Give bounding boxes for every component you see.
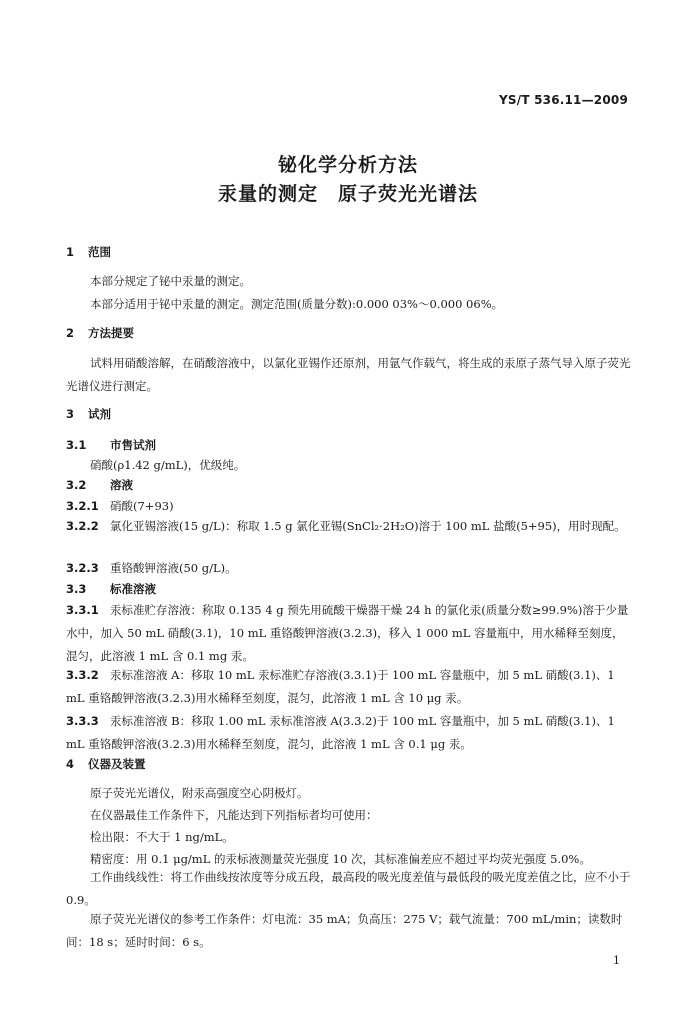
section-1-paragraph-1: 本部分规定了铋中汞量的测定。 — [90, 274, 251, 288]
section-4-heading — [66, 756, 146, 772]
clause-text: 汞标准溶液 B：移取 1.00 mL 汞标准溶液 A(3.3.2)于 100 mL 容量瓶中，加 5 mL 硝酸(3.1)、1 mL 重铬酸钾溶液(3.2.3)用水稀释至刻度，混匀，此溶液 1 mL 含 0.1 μg 汞。 — [66, 714, 615, 751]
clause-number: 3.2.1 — [66, 499, 99, 513]
subsection-3-1-heading — [66, 437, 156, 453]
clause-3-2-3 — [66, 560, 237, 576]
subsection-number: 3.2 — [66, 478, 87, 492]
subsection-title: 标准溶液 — [110, 582, 156, 596]
clause-3-2-2 — [66, 515, 632, 538]
clause-number: 3.3.3 — [66, 714, 99, 728]
section-3-heading — [66, 406, 111, 422]
subsection-number: 3.3 — [66, 582, 87, 596]
section-4-paragraph-2: 在仪器最佳工作条件下，凡能达到下列指标者均可使用： — [90, 808, 378, 822]
clause-number: 3.2.3 — [66, 561, 99, 575]
section-title: 试剂 — [88, 407, 111, 421]
section-4-paragraph-3: 检出限：不大于 1 ng/mL。 — [90, 830, 234, 844]
clause-text: 汞标准贮存溶液：称取 0.135 4 g 预先用硫酸干燥器干燥 24 h 的氯化汞(质量分数≥99.9%)溶于少量水中，加入 50 mL 硝酸(3.1)，10 mL 重铬酸钾溶液(3.2.3)，移入 1 000 mL 容量瓶中，用水稀释至刻度，混匀，此溶液 1 mL 含 0.1 mg 汞。 — [66, 603, 629, 663]
page-number: 1 — [613, 954, 620, 967]
subsection-3-2-heading — [66, 477, 133, 493]
subsection-3-1-text: 硝酸(ρ1.42 g/mL)，优级纯。 — [90, 458, 246, 472]
clause-number: 3.2.2 — [66, 519, 99, 533]
title-line-1: 铋化学分析方法 — [277, 154, 418, 176]
clause-number: 3.3.2 — [66, 668, 99, 682]
section-4-paragraph-6: 原子荧光光谱仪的参考工作条件：灯电流：35 mA；负高压：275 V；载气流量：700 mL/min；读数时间：18 s；延时时间：6 s。 — [66, 912, 623, 949]
section-2-paragraph-1: 试料用硝酸溶解，在硝酸溶液中，以氯化亚锡作还原剂，用氩气作载气，将生成的汞原子蒸气导入原子荧光光谱仪进行测定。 — [66, 356, 631, 393]
clause-3-3-3 — [66, 710, 632, 756]
section-4-paragraph-4: 精密度：用 0.1 μg/mL 的汞标液测量荧光强度 10 次，其标准偏差应不超过平均荧光强度 5.0%。 — [90, 852, 591, 866]
section-number: 4 — [66, 757, 75, 771]
section-1-heading — [66, 244, 111, 260]
section-title: 仪器及装置 — [88, 757, 146, 771]
section-1-paragraph-2: 本部分适用于铋中汞量的测定。测定范围(质量分数):0.000 03%～0.000 06%。 — [90, 297, 504, 311]
clause-text: 汞标准溶液 A：移取 10 mL 汞标准贮存溶液(3.3.1)于 100 mL 容量瓶中，加 5 mL 硝酸(3.1)、1 mL 重铬酸钾溶液(3.2.3)用水稀释至刻度，混匀，此溶液 1 mL 含 10 μg 汞。 — [66, 668, 615, 705]
section-number: 1 — [66, 245, 75, 259]
subsection-title: 溶液 — [110, 478, 133, 492]
section-number: 3 — [66, 407, 75, 421]
clause-number: 3.3.1 — [66, 603, 99, 617]
clause-text: 硝酸(7+93) — [110, 499, 174, 513]
clause-text: 重铬酸钾溶液(50 g/L)。 — [110, 561, 237, 575]
subsection-number: 3.1 — [66, 438, 87, 452]
section-4-paragraph-1: 原子荧光光谱仪，附汞高强度空心阴极灯。 — [90, 786, 309, 800]
section-title: 范围 — [88, 245, 111, 259]
standard-number: YS/T 536.11—2009 — [499, 93, 628, 107]
subsection-3-3-heading — [66, 581, 156, 597]
clause-3-3-1 — [66, 599, 632, 668]
clause-text: 氯化亚锡溶液(15 g/L)：称取 1.5 g 氯化亚锡(SnCl₂·2H₂O)溶于 100 mL 盐酸(5+95)，用时现配。 — [110, 519, 626, 533]
clause-3-2-1 — [66, 498, 174, 514]
subsection-title: 市售试剂 — [110, 438, 156, 452]
title-line-2: 汞量的测定 原子荧光光谱法 — [217, 183, 478, 205]
section-2-heading — [66, 325, 134, 341]
section-title: 方法提要 — [88, 326, 134, 340]
clause-3-3-2 — [66, 664, 632, 710]
section-4-paragraph-5: 工作曲线线性：将工作曲线按浓度等分成五段，最高段的吸光度差值与最低段的吸光度差值之比，应不小于 0.9。 — [66, 870, 631, 907]
section-number: 2 — [66, 326, 75, 340]
